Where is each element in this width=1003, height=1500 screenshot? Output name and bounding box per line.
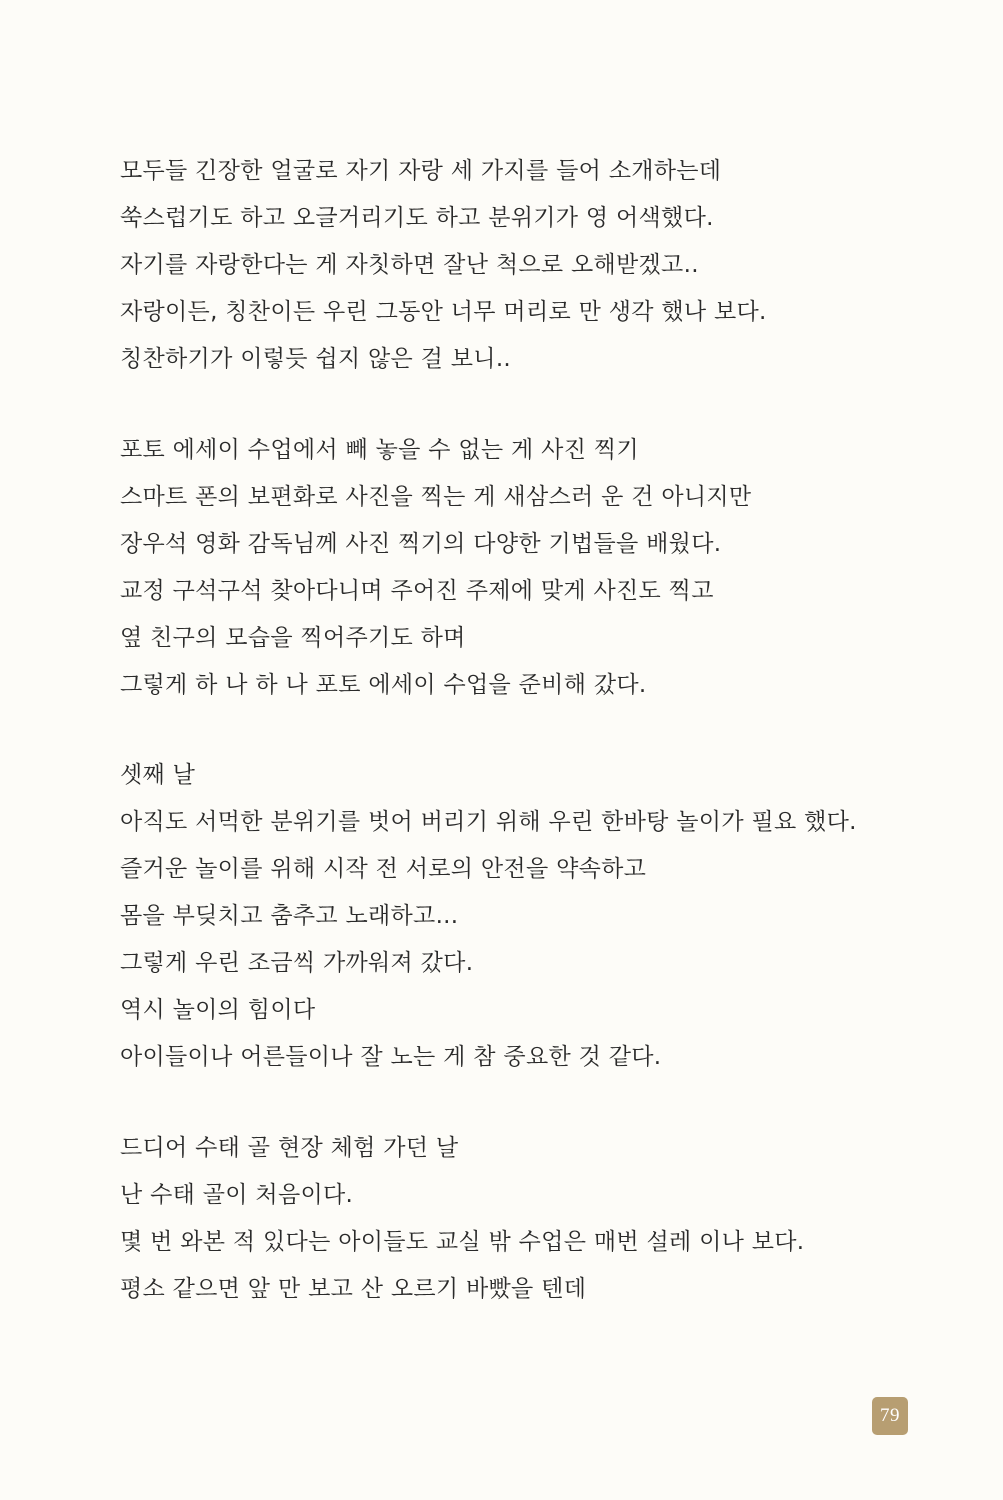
text-line: 아직도 서먹한 분위기를 벗어 버리기 위해 우린 한바탕 놀이가 필요 했다. [120, 809, 857, 835]
text-line: 자기를 자랑한다는 게 자칫하면 잘난 척으로 오해받겠고.. [120, 252, 699, 278]
text-line: 스마트 폰의 보편화로 사진을 찍는 게 새삼스러 운 건 아니지만 [120, 484, 752, 510]
text-line: 칭찬하기가 이렇듯 쉽지 않은 걸 보니.. [120, 346, 512, 372]
paragraph-self-introduction [120, 148, 920, 383]
text-line: 그렇게 하 나 하 나 포토 에세이 수업을 준비해 갔다. [120, 672, 647, 698]
text-line: 장우석 영화 감독님께 사진 찍기의 다양한 기법들을 배웠다. [120, 531, 722, 557]
text-line: 포토 에세이 수업에서 빼 놓을 수 없는 게 사진 찍기 [120, 437, 639, 463]
text-line: 평소 같으면 앞 만 보고 산 오르기 바빴을 텐데 [120, 1276, 587, 1302]
text-line: 그렇게 우린 조금씩 가까워져 갔다. [120, 950, 474, 976]
text-line: 모두들 긴장한 얼굴로 자기 자랑 세 가지를 들어 소개하는데 [120, 158, 722, 184]
text-line: 즐거운 놀이를 위해 시작 전 서로의 안전을 약속하고 [120, 856, 647, 882]
paragraph-photo-essay [120, 427, 920, 709]
text-line: 드디어 수태 골 현장 체험 가던 날 [120, 1135, 459, 1161]
text-line: 셋째 날 [120, 762, 196, 788]
text-line: 몇 번 와본 적 있다는 아이들도 교실 밖 수업은 매번 설레 이나 보다. [120, 1229, 805, 1255]
paragraph-third-day [120, 752, 920, 1081]
text-line: 자랑이든, 칭찬이든 우린 그동안 너무 머리로 만 생각 했나 보다. [120, 299, 767, 325]
text-line: 아이들이나 어른들이나 잘 노는 게 참 중요한 것 같다. [120, 1044, 662, 1070]
paragraph-field-trip [120, 1125, 920, 1313]
text-line: 쑥스럽기도 하고 오글거리기도 하고 분위기가 영 어색했다. [120, 205, 714, 231]
text-line: 교정 구석구석 찾아다니며 주어진 주제에 맞게 사진도 찍고 [120, 578, 714, 604]
text-line: 몸을 부딪치고 춤추고 노래하고... [120, 903, 459, 929]
text-line: 난 수태 골이 처음이다. [120, 1182, 354, 1208]
text-line: 역시 놀이의 힘이다 [120, 997, 316, 1023]
text-line: 옆 친구의 모습을 찍어주기도 하며 [120, 625, 466, 651]
page-number-badge: 79 [872, 1397, 908, 1435]
